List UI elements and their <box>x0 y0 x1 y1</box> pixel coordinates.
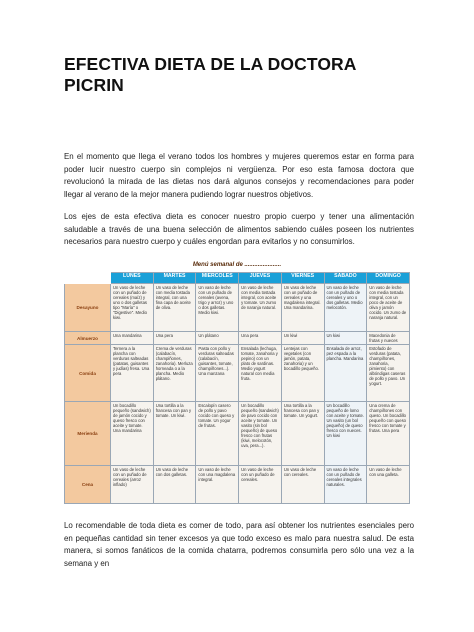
menu-cell: Un kiwi <box>281 332 324 345</box>
menu-cell: Una tortilla a la francesa con pan y tomate. Un yogurt. <box>281 402 324 466</box>
menu-cell: Pasta con pollo y verduras salteadas (calabacín, guisantes, tomate, champiñones...). Una manzana <box>196 345 239 402</box>
meal-label: Almuerzo <box>65 332 111 345</box>
weekly-menu-table <box>64 272 410 504</box>
menu-cell: Un vaso de leche con un puñado de cereales (maíz) y uno o dos galletas tipo "María" o "Digestive". Medio kiwi. <box>111 284 154 332</box>
menu-cell: Un vaso de leche con media tostada integral, con un poco de aceite de oliva y jamón cocido. Un zumo de naranja natural. <box>367 284 410 332</box>
menu-cell: Un vaso de leche con cereales. <box>281 466 324 504</box>
day-header: LUNES <box>111 273 154 284</box>
menu-cell: Un kiwi <box>324 332 367 345</box>
day-header: JUEVES <box>239 273 282 284</box>
menu-cell: Un vaso de leche con un puñado de cereales (avena, trigo y arroz) y uno o dos galletas. Medio kiwi. <box>196 284 239 332</box>
menu-cell: Un bocadillo pequeño (sandwich) de jamón cocido y queso fresco con aceite y tomate. Una mandarina <box>111 402 154 466</box>
menu-cell: Lentejas con vegetales (con jamón, patata, zanahoria) y un bocadillo pequeño. <box>281 345 324 402</box>
menu-cell: Un vaso de leche con un puñado de cereales y uno o dos galletas. Medio melocotón. <box>324 284 367 332</box>
meal-label: Desayuno <box>65 284 111 332</box>
day-header: MIÉRCOLES <box>196 273 239 284</box>
menu-cell: Ternera a la plancha con verduras salteadas (patatas, guisantes y judías) fresa. Una pera <box>111 345 154 402</box>
menu-row-almuerzo <box>65 332 410 345</box>
day-header: VIERNES <box>281 273 324 284</box>
menu-cell: Una crema de champiñones con queso. Un bocadillo pequeño con queso fresco con tomate y frutas. Una pera <box>367 402 410 466</box>
recommendation-paragraph: Lo recomendable de toda dieta es comer de todo, para así obtener los nutrientes esenciales pero en pequeñas cantidad sin tener excesos ya que todo exceso es malo para nuestra salud. De esta manera, si somos fanáticos de la comida chatarra, podremos consumirla pero sólo una vez a la semana y en <box>64 521 414 568</box>
menu-cell: Un plátano <box>196 332 239 345</box>
menu-header-row <box>65 273 410 284</box>
intro-paragraph: En el momento que llega el verano todos los hombres y mujeres queremos estar en forma para poder lucir nuestro cuerpo sin complejos ni vergüenza. Por eso esta famosa doctora que revolucionó la mirada de las dietas nos dará algunos consejos y recomendaciones para poder llegar al verano de la mejor manera pudiendo lograr nuestros objetivos. <box>64 152 414 199</box>
menu-cell: Un vaso de leche con dos galletas. <box>153 466 196 504</box>
menu-cell: Un bocadillo pequeño (sandwich) de pavo cocido con aceite y tomate. Un vasito (sin bol pequeño) de queso fresco con frutas (kiwi, melocotón, uva, pera...). <box>239 402 282 466</box>
menu-row-merienda <box>65 402 410 466</box>
menu-cell: Un vaso de leche con un puñado de cereales y una magdalena integral. Una mandarina. <box>281 284 324 332</box>
day-header: MARTES <box>153 273 196 284</box>
menu-cell: Un vaso de leche con media tostada integral, con aceite y tomate. Un zumo de naranja natural. <box>239 284 282 332</box>
menu-cell: Un vaso de leche con un puñado de cereales integrales naturales. <box>324 466 367 504</box>
menu-cell: Un vaso de leche con un puñado de cereales (arroz inflado) <box>111 466 154 504</box>
menu-cell: Macedonia de frutas y nueces <box>367 332 410 345</box>
menu-cell: Una pera <box>239 332 282 345</box>
title-line-2: PICRIN <box>64 75 124 95</box>
menu-cell: Un vaso de leche con media tostada integral, con una fina capa de aceite de oliva. <box>153 284 196 332</box>
weekly-menu-image <box>64 255 410 512</box>
menu-cell: Un vaso de leche con una magdalena integral. <box>196 466 239 504</box>
menu-cell: Un vaso de leche con un puñado de cereales. <box>239 466 282 504</box>
menu-cell: Escalopín casero de pollo y pavo cocido con queso y tomate. Un yogur de frutas. <box>196 402 239 466</box>
menu-cell: Un vaso de leche con una galleta. <box>367 466 410 504</box>
menu-cell: Ensalada (lechuga, tomate, zanahoria y pepino) con un plato de sardinas. Medio yogurt natural con media fruta. <box>239 345 282 402</box>
menu-cell: Una mandarina <box>111 332 154 345</box>
day-header: SÁBADO <box>324 273 367 284</box>
meal-label: Merienda <box>65 402 111 466</box>
menu-cell: Ensalada de arroz, pez espada a la plancha. Mandarina <box>324 345 367 402</box>
axes-paragraph: Los ejes de esta efectiva dieta es conocer nuestro propio cuerpo y tener una alimentación saludable a través de una buena selección de alimentos sabiendo cuáles poseen los nutrientes necesarios para nuestro cuerpo y cuáles engordan para evitarlos y no consumirlos. <box>64 212 414 247</box>
menu-cell: Una pera <box>153 332 196 345</box>
menu-row-comida <box>65 345 410 402</box>
menu-cell: Crema de verduras (calabacín, champiñones, zanahoria). Merluza horneada o a la plancha. Medio plátano. <box>153 345 196 402</box>
meal-label: Comida <box>65 345 111 402</box>
menu-cell: Un bocadillo pequeño de lomo con aceite y tomate. Un vasito (un bol pequeño) de queso fresco con nueces. Un kiwi <box>324 402 367 466</box>
title-line-1: EFECTIVA DIETA DE LA DOCTORA <box>64 54 357 74</box>
menu-corner-cell <box>65 273 111 284</box>
menu-row-desayuno <box>65 284 410 332</box>
menu-cell: Una tortilla a la francesa con pan y tomate. Un kiwi. <box>153 402 196 466</box>
menu-row-cena <box>65 466 410 504</box>
menu-cell: Estofado de verduras (patata, champiñones, zanahoria, pimiento) con albóndigas caseras de pollo y pavo. Un yogurt. <box>367 345 410 402</box>
day-header: DOMINGO <box>367 273 410 284</box>
page-title <box>64 54 414 96</box>
meal-label: Cena <box>65 466 111 504</box>
menu-title: Menú semanal de ...................... <box>192 262 282 268</box>
